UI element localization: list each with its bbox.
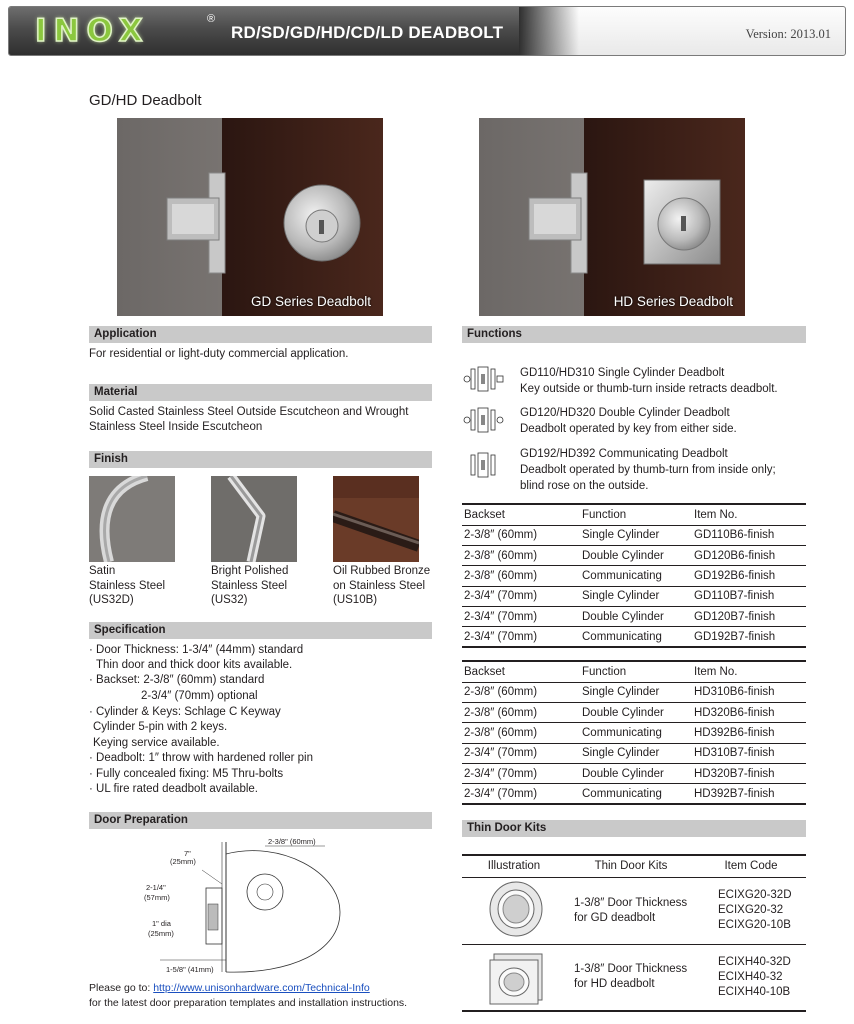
finish-caption-polished: Bright Polished Stainless Steel (US32) xyxy=(211,565,289,606)
dim-height-mm: (57mm) xyxy=(144,893,170,902)
page-title: GD/HD Deadbolt xyxy=(89,92,202,109)
dim-dia-mm: (25mm) xyxy=(148,929,174,938)
table-header-row: Backset Function Item No. xyxy=(462,504,806,525)
application-heading: Application xyxy=(89,326,432,343)
table-row: 2-3/4″ (70mm) Double Cylinder GD120B7-finish xyxy=(462,607,806,627)
table-row: 2-3/4″ (70mm) Double Cylinder HD320B7-finish xyxy=(462,764,806,784)
function-single: GD110/HD310 Single Cylinder Deadbolt Key outside or thumb-turn inside retracts deadbolt. xyxy=(520,367,778,395)
thin-door-kits-heading: Thin Door Kits xyxy=(462,820,806,837)
table-header-row: Illustration Thin Door Kits Item Code xyxy=(462,855,806,877)
table-row: 2-3/4″ (70mm) Communicating GD192B7-finish xyxy=(462,627,806,647)
table-row: 2-3/8″ (60mm) Double Cylinder GD120B6-finish xyxy=(462,545,806,565)
door-prep-heading: Door Preparation xyxy=(89,812,432,829)
spec-line: · Door Thickness: 1-3/4″ (44mm) standard xyxy=(89,644,304,656)
header-banner xyxy=(8,6,846,56)
spec-line: · Cylinder & Keys: Schlage C Keyway xyxy=(89,706,281,718)
hd-deadbolt-photo xyxy=(479,118,745,316)
function-double: GD120/HD320 Double Cylinder Deadbolt Deadbolt operated by key from either side. xyxy=(520,407,737,435)
inox-logo: INOX xyxy=(35,13,150,49)
door-prep-instructions: for the latest door preparation templates and installation instructions. xyxy=(89,997,408,1009)
hd-thin-door-kit-illustration xyxy=(482,946,546,1006)
spec-line: · Deadbolt: 1″ throw with hardened roller pin xyxy=(89,752,313,764)
functions-heading: Functions xyxy=(462,326,806,343)
table-row: 2-3/4″ (70mm) Single Cylinder HD310B7-finish xyxy=(462,743,806,763)
table-row: 2-3/4″ (70mm) Communicating HD392B7-finish xyxy=(462,784,806,804)
header-title: RD/SD/GD/HD/CD/LD DEADBOLT xyxy=(231,23,504,42)
finish-satin-swatch xyxy=(89,476,175,562)
table-row: 1-3/8″ Door Thickness for GD deadbolt ECIXG20-32D ECIXG20-32 ECIXG20-10B xyxy=(462,877,806,944)
table-row: 1-3/8″ Door Thickness for HD deadbolt ECIXH40-32D ECIXH40-32 ECIXH40-10B xyxy=(462,944,806,1011)
spec-line: Cylinder 5-pin with 2 keys. xyxy=(93,721,228,733)
dim-height: 2-1/4" xyxy=(146,883,166,892)
communicating-icon xyxy=(462,450,512,480)
finish-caption-satin: Satin Stainless Steel (US32D) xyxy=(89,565,166,606)
table-row: 2-3/8″ (60mm) Single Cylinder GD110B6-finish xyxy=(462,525,806,545)
table-row: 2-3/4″ (70mm) Single Cylinder GD110B7-finish xyxy=(462,586,806,606)
spec-line: Thin door and thick door kits available. xyxy=(96,659,293,671)
finish-polished-swatch xyxy=(211,476,297,562)
table-header-row: Backset Function Item No. xyxy=(462,661,806,682)
spec-line: Keying service available. xyxy=(93,737,220,749)
material-heading: Material xyxy=(89,384,432,401)
photo-caption: HD Series Deadbolt xyxy=(613,294,733,309)
single-cylinder-icon xyxy=(462,364,512,394)
door-prep-diagram xyxy=(140,832,380,978)
finish-bronze-swatch xyxy=(333,476,419,562)
specification-heading: Specification xyxy=(89,622,432,639)
spec-line: · Fully concealed fixing: M5 Thru-bolts xyxy=(89,768,284,780)
material-line: Stainless Steel Inside Escutcheon xyxy=(89,421,263,433)
dim-top: 7" xyxy=(184,849,191,858)
version-label: Version: 2013.01 xyxy=(745,27,831,41)
double-cylinder-icon xyxy=(462,405,512,435)
hd-item-table xyxy=(462,660,806,805)
table-row: 2-3/8″ (60mm) Double Cylinder HD320B6-finish xyxy=(462,702,806,722)
application-text: For residential or light-duty commercial application. xyxy=(89,348,349,360)
hd-deadbolt-illustration xyxy=(479,118,745,316)
table-row: 2-3/8″ (60mm) Communicating GD192B6-finish xyxy=(462,566,806,586)
door-prep-goto: Please go to: http://www.unisonhardware.com/Technical-Info xyxy=(89,982,370,994)
gd-deadbolt-photo xyxy=(117,118,383,316)
technical-info-link[interactable]: http://www.unisonhardware.com/Technical-Info xyxy=(153,982,370,994)
dim-dia: 1" dia xyxy=(152,919,171,928)
spec-line: · UL fire rated deadbolt available. xyxy=(89,783,258,795)
photo-caption: GD Series Deadbolt xyxy=(250,294,371,309)
thin-door-kits-table xyxy=(462,854,806,1012)
spec-line: 2-3/4″ (70mm) optional xyxy=(141,690,258,702)
table-row: 2-3/8″ (60mm) Communicating HD392B6-finish xyxy=(462,723,806,743)
material-line: Solid Casted Stainless Steel Outside Escutcheon and Wrought xyxy=(89,406,409,418)
registered-mark: ® xyxy=(207,13,216,25)
finish-caption-bronze: Oil Rubbed Bronze on Stainless Steel (US10B) xyxy=(333,565,431,606)
dim-bottom: 1-5/8" (41mm) xyxy=(166,965,214,974)
finish-heading: Finish xyxy=(89,451,432,468)
gd-item-table xyxy=(462,503,806,648)
dim-top-mm: (25mm) xyxy=(170,857,196,866)
spec-line: · Backset: 2-3/8″ (60mm) standard xyxy=(89,674,265,686)
gd-thin-door-kit-illustration xyxy=(482,879,546,939)
dim-backset: 2-3/8" (60mm) xyxy=(268,837,316,846)
table-row: 2-3/8″ (60mm) Single Cylinder HD310B6-finish xyxy=(462,682,806,702)
function-communicating: GD192/HD392 Communicating Deadbolt Deadbolt operated by thumb-turn from inside only; blind rose on the outside. xyxy=(520,448,776,492)
gd-deadbolt-illustration xyxy=(117,118,383,316)
